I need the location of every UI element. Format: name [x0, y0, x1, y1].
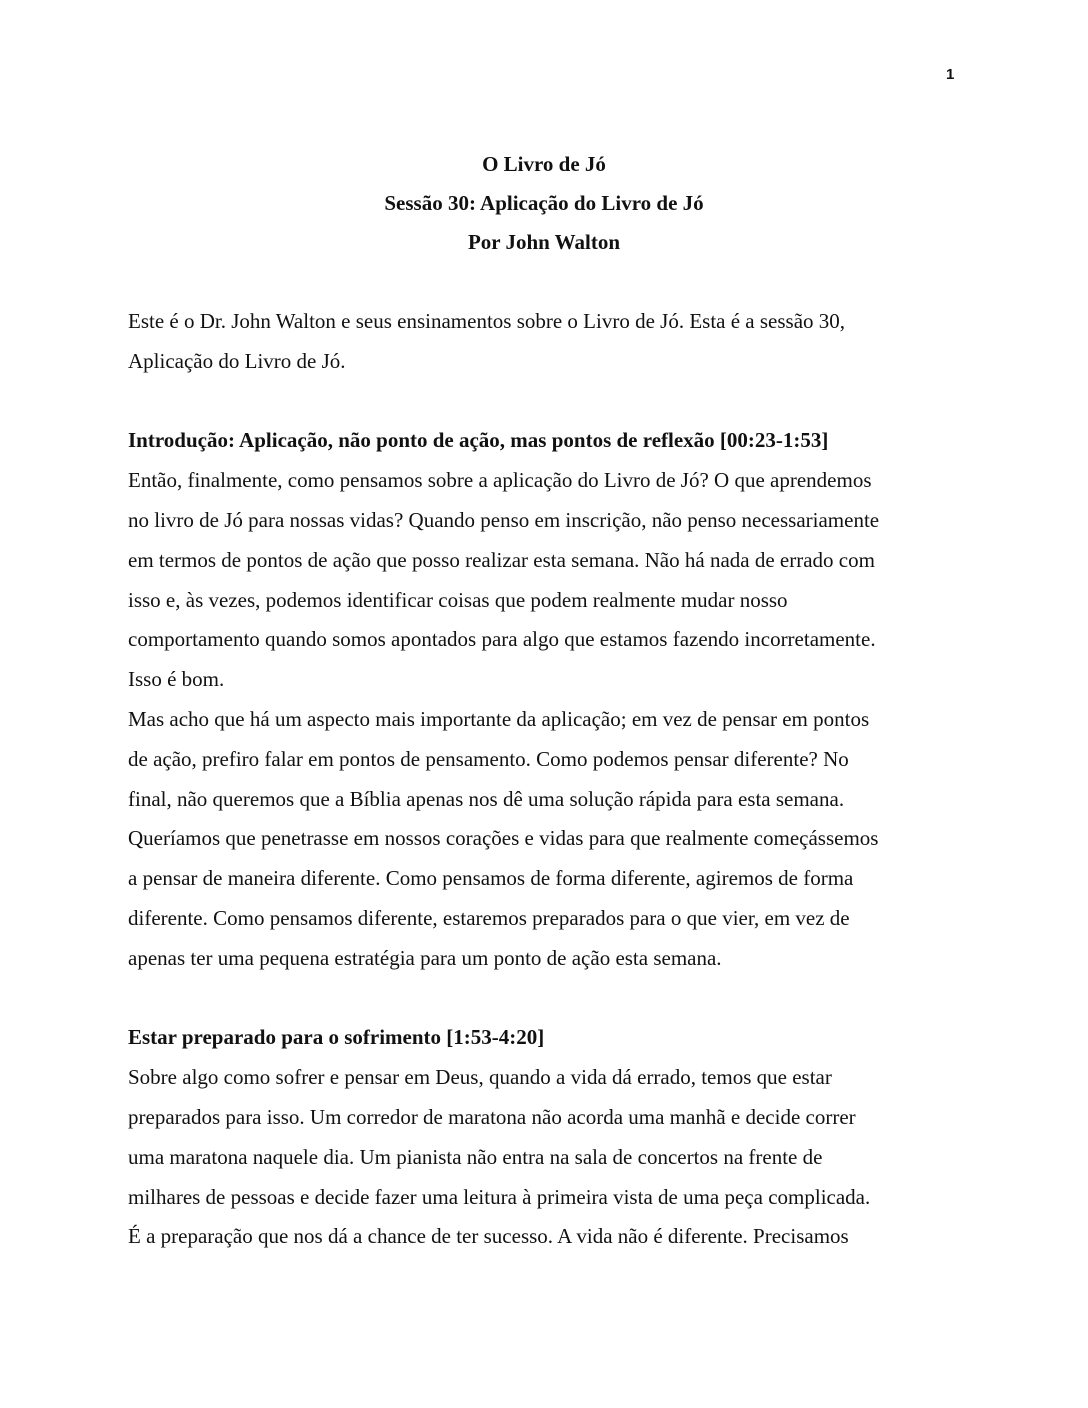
- paragraph-line: comportamento quando somos apontados para algo que estamos fazendo incorretamente.: [128, 627, 876, 652]
- paragraph-spacer: [128, 382, 973, 422]
- section-heading-introduction: Introdução: Aplicação, não ponto de ação, mas pontos de reflexão [00:23-1:53]: [128, 428, 829, 453]
- paragraph-line: Então, finalmente, como pensamos sobre a aplicação do Livro de Jó? O que aprendemos: [128, 468, 872, 493]
- title-line-author: Por John Walton: [467, 230, 621, 254]
- paragraph-line: isso e, às vezes, podemos identificar coisas que podem realmente mudar nosso: [128, 587, 788, 612]
- paragraph-line: no livro de Jó para nossas vidas? Quando penso em inscrição, não penso necessariamente: [128, 507, 880, 532]
- paragraph-line: em termos de pontos de ação que posso realizar esta semana. Não há nada de errado com: [128, 547, 875, 572]
- document-body: [128, 302, 973, 1257]
- paragraph-spacer: [128, 979, 973, 1019]
- document-title: [0, 145, 1088, 262]
- paragraph-line: de ação, prefiro falar em pontos de pensamento. Como podemos pensar diferente? No: [128, 746, 849, 771]
- intro-line: Aplicação do Livro de Jó.: [128, 348, 346, 373]
- paragraph-line: milhares de pessoas e decide fazer uma leitura à primeira vista de uma peça complicada.: [128, 1184, 871, 1209]
- paragraph-line: apenas ter uma pequena estratégia para um ponto de ação esta semana.: [128, 945, 722, 970]
- paragraph-line: Queríamos que penetrasse em nossos corações e vidas para que realmente começássemos: [128, 826, 879, 851]
- title-line-book: O Livro de Jó: [482, 152, 606, 176]
- paragraph-line: preparados para isso. Um corredor de maratona não acorda uma manhã e decide correr: [128, 1104, 856, 1129]
- paragraph-line: Isso é bom.: [128, 667, 225, 692]
- paragraph-line: Sobre algo como sofrer e pensar em Deus, quando a vida dá errado, temos que estar: [128, 1065, 832, 1090]
- paragraph-line: É a preparação que nos dá a chance de ter sucesso. A vida não é diferente. Precisamos: [128, 1224, 849, 1249]
- intro-line: Este é o Dr. John Walton e seus ensinamentos sobre o Livro de Jó. Esta é a sessão 30,: [128, 309, 846, 333]
- title-line-session: Sessão 30: Aplicação do Livro de Jó: [384, 191, 704, 215]
- paragraph-line: final, não queremos que a Bíblia apenas nos dê uma solução rápida para esta semana.: [128, 786, 845, 811]
- paragraph-line: diferente. Como pensamos diferente, estaremos preparados para o que vier, em vez de: [128, 905, 850, 930]
- section-heading-suffering: Estar preparado para o sofrimento [1:53-4:20]: [128, 1025, 545, 1050]
- page-number: 1: [946, 66, 955, 83]
- paragraph-line: Mas acho que há um aspecto mais importante da aplicação; em vez de pensar em pontos: [128, 706, 870, 731]
- paragraph-line: a pensar de maneira diferente. Como pensamos de forma diferente, agiremos de forma: [128, 866, 854, 891]
- paragraph-line: uma maratona naquele dia. Um pianista não entra na sala de concertos na frente de: [128, 1144, 823, 1169]
